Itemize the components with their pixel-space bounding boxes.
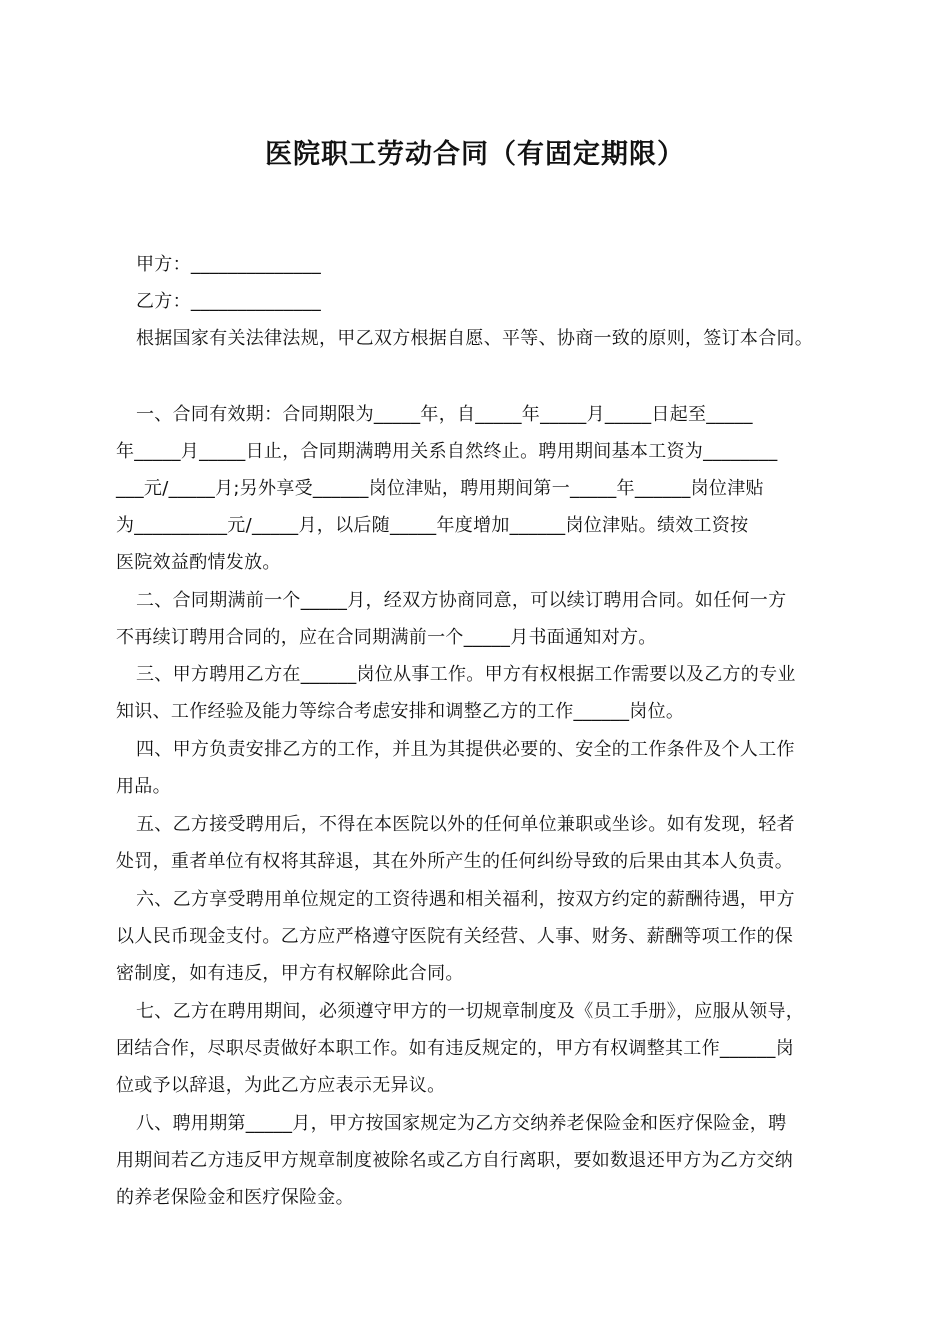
preamble-line: 根据国家有关法律法规，甲乙双方根据自愿、平等、协商一致的原则，签订本合同。 bbox=[136, 328, 814, 349]
clause-1-line-1: 一、合同有效期：合同期限为_____年，自_____年_____月_____日起至_____ bbox=[136, 404, 753, 425]
clause-4-line-2: 用品。 bbox=[116, 776, 171, 797]
clause-3-line-2: 知识、工作经验及能力等综合考虑安排和调整乙方的工作______岗位。 bbox=[116, 701, 685, 722]
clause-6-line-2: 以人民币现金支付。乙方应严格遵守医院有关经营、人事、财务、薪酬等项工作的保 bbox=[116, 926, 794, 947]
clause-2-line-2: 不再续订聘用合同的，应在合同期满前一个_____月书面通知对方。 bbox=[116, 627, 657, 648]
document-title: 医院职工劳动合同（有固定期限） bbox=[265, 139, 685, 170]
clause-7-line-1: 七、乙方在聘用期间，必须遵守甲方的一切规章制度及《员工手册》，应服从领导， bbox=[136, 1001, 805, 1022]
party-a-line: 甲方：______________ bbox=[136, 254, 322, 275]
clause-4-line-1: 四、甲方负责安排乙方的工作，并且为其提供必要的、安全的工作条件及个人工作 bbox=[136, 739, 795, 760]
clause-1-line-4: 为__________元/_____月，以后随_____年度增加______岗位津贴。绩效工资按 bbox=[116, 515, 749, 536]
clause-5-line-1: 五、乙方接受聘用后，不得在本医院以外的任何单位兼职或坐诊。如有发现，轻者 bbox=[136, 814, 795, 835]
clause-6-line-3: 密制度，如有违反，甲方有权解除此合同。 bbox=[116, 963, 464, 984]
clause-2-line-1: 二、合同期满前一个_____月，经双方协商同意，可以续订聘用合同。如任何一方 bbox=[136, 590, 787, 611]
clause-7-line-3: 位或予以辞退，为此乙方应表示无异议。 bbox=[116, 1075, 446, 1096]
clause-3-line-1: 三、甲方聘用乙方在______岗位从事工作。甲方有权根据工作需要以及乙方的专业 bbox=[136, 664, 796, 685]
clause-6-line-1: 六、乙方享受聘用单位规定的工资待遇和相关福利，按双方约定的薪酬待遇，甲方 bbox=[136, 889, 795, 910]
clause-5-line-2: 处罚，重者单位有权将其辞退，其在外所产生的任何纠纷导致的后果由其本人负责。 bbox=[116, 851, 794, 872]
party-b-line: 乙方：______________ bbox=[136, 291, 322, 312]
clause-1-line-3: ___元/_____月;另外享受______岗位津贴，聘用期间第一_____年______岗位津贴 bbox=[116, 478, 764, 499]
clause-8-line-3: 的养老保险金和医疗保险金。 bbox=[116, 1187, 354, 1208]
clause-7-line-2: 团结合作，尽职尽责做好本职工作。如有违反规定的，甲方有权调整其工作______岗 bbox=[116, 1038, 794, 1059]
clause-8-line-2: 用期间若乙方违反甲方规章制度被除名或乙方自行离职，要如数退还甲方为乙方交纳 bbox=[116, 1150, 794, 1171]
clause-1-line-5: 医院效益酌情发放。 bbox=[116, 552, 281, 573]
clause-8-line-1: 八、聘用期第_____月，甲方按国家规定为乙方交纳养老保险金和医疗保险金，聘 bbox=[136, 1113, 787, 1134]
clause-1-line-2: 年_____月_____日止，合同期满聘用关系自然终止。聘用期间基本工资为________ bbox=[116, 441, 778, 462]
